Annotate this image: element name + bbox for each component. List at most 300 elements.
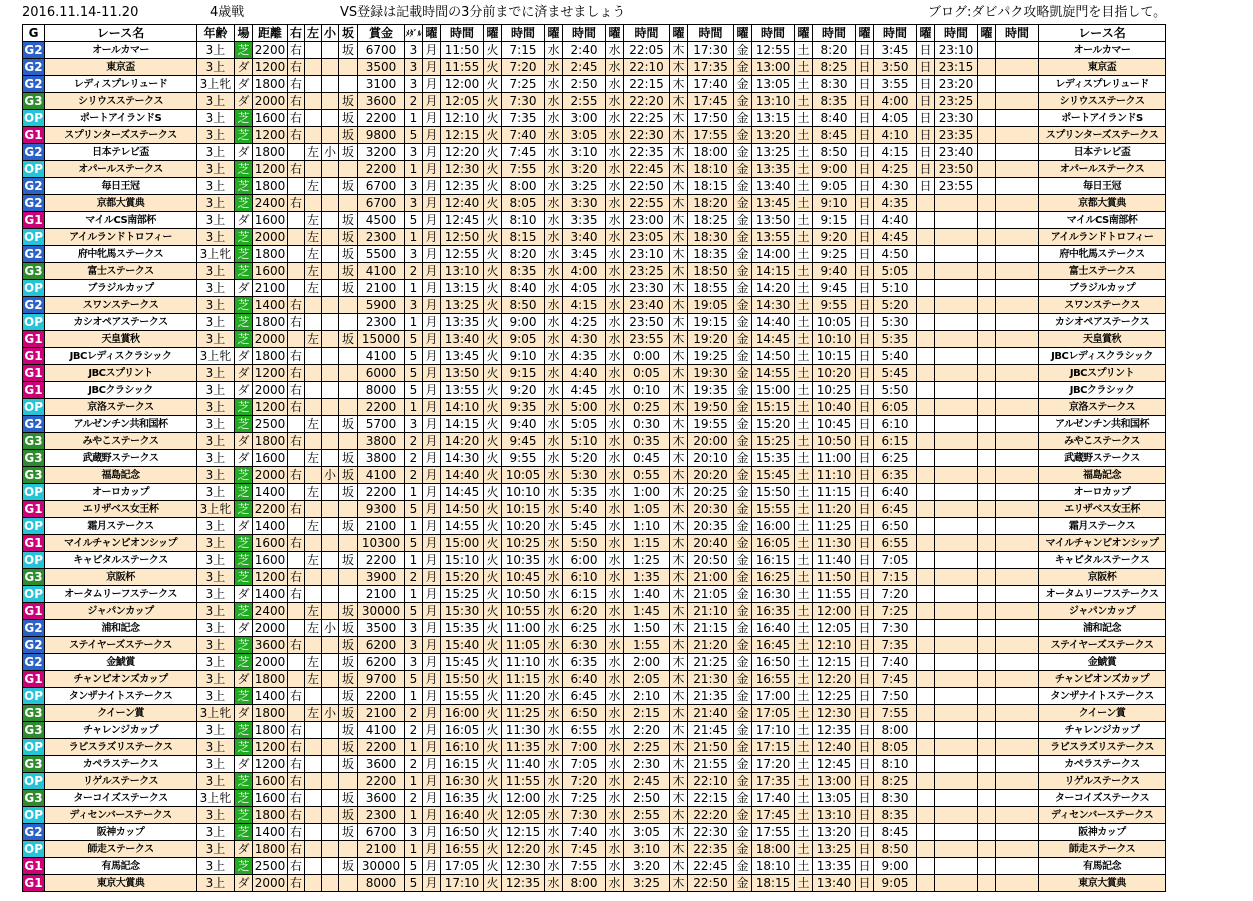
age-class: 3上 — [197, 263, 235, 280]
start-time — [935, 348, 978, 365]
race-name-right: ディセンバーステークス — [1039, 807, 1166, 824]
hill — [339, 773, 358, 790]
start-time: 8:10 — [874, 756, 917, 773]
start-time: 12:30 — [502, 858, 545, 875]
start-time — [935, 331, 978, 348]
weekday: 月 — [423, 42, 441, 59]
start-time — [996, 416, 1039, 433]
weekday: 木 — [670, 331, 688, 348]
start-time: 17:00 — [752, 688, 795, 705]
weekday: 火 — [484, 637, 502, 654]
start-time: 4:15 — [874, 144, 917, 161]
prize-money: 4100 — [358, 722, 405, 739]
weekday: 土 — [795, 790, 813, 807]
start-time: 7:45 — [563, 841, 606, 858]
start-time: 22:25 — [624, 110, 670, 127]
start-time: 8:00 — [502, 178, 545, 195]
start-time — [935, 841, 978, 858]
start-time: 5:05 — [563, 416, 606, 433]
start-time: 17:40 — [688, 76, 734, 93]
start-time — [996, 144, 1039, 161]
start-time: 12:05 — [502, 807, 545, 824]
start-time: 7:30 — [874, 620, 917, 637]
weekday: 金 — [734, 161, 752, 178]
start-time: 23:00 — [624, 212, 670, 229]
start-time: 10:40 — [813, 399, 856, 416]
start-time: 10:35 — [502, 552, 545, 569]
start-time: 22:20 — [688, 807, 734, 824]
start-time: 10:25 — [502, 535, 545, 552]
start-time: 17:20 — [752, 756, 795, 773]
medal-count: 5 — [405, 535, 423, 552]
hill — [339, 875, 358, 892]
weekday: 金 — [734, 93, 752, 110]
start-time: 0:30 — [624, 416, 670, 433]
age-class: 3上 — [197, 127, 235, 144]
left-turn: 左 — [305, 654, 322, 671]
weekday: 月 — [423, 246, 441, 263]
small-track — [322, 654, 339, 671]
start-time: 3:10 — [624, 841, 670, 858]
prize-money: 9700 — [358, 671, 405, 688]
distance: 2000 — [253, 93, 288, 110]
weekday: 土 — [795, 518, 813, 535]
grade-badge: G2 — [24, 76, 43, 91]
weekday: 水 — [545, 195, 563, 212]
start-time: 22:30 — [624, 127, 670, 144]
age-class: 3上 — [197, 382, 235, 399]
race-name: ポートアイランドS — [45, 110, 197, 127]
prize-money: 2300 — [358, 229, 405, 246]
race-name: みやこステークス — [45, 433, 197, 450]
weekday: 土 — [795, 416, 813, 433]
distance: 1800 — [253, 314, 288, 331]
weekday: 水 — [606, 739, 624, 756]
weekday: 土 — [795, 620, 813, 637]
weekday — [917, 297, 935, 314]
small-track: 小 — [322, 144, 339, 161]
right-turn: 右 — [288, 807, 305, 824]
weekday — [978, 518, 996, 535]
weekday: 日 — [856, 450, 874, 467]
weekday: 月 — [423, 212, 441, 229]
weekday: 土 — [795, 263, 813, 280]
weekday: 木 — [670, 535, 688, 552]
start-time — [996, 331, 1039, 348]
grade-badge: G3 — [24, 569, 43, 584]
prize-money: 2200 — [358, 552, 405, 569]
weekday: 月 — [423, 144, 441, 161]
start-time: 22:15 — [688, 790, 734, 807]
race-name: 京阪杯 — [45, 569, 197, 586]
medal-count: 1 — [405, 280, 423, 297]
medal-count: 5 — [405, 501, 423, 518]
column-header: 時間 — [752, 25, 795, 42]
medal-count: 3 — [405, 76, 423, 93]
start-time: 13:00 — [752, 59, 795, 76]
weekday: 月 — [423, 365, 441, 382]
start-time: 20:20 — [688, 467, 734, 484]
surface: 芝 — [235, 161, 253, 178]
weekday: 金 — [734, 552, 752, 569]
distance: 1200 — [253, 59, 288, 76]
start-time: 10:20 — [813, 365, 856, 382]
weekday: 木 — [670, 144, 688, 161]
weekday: 水 — [545, 467, 563, 484]
weekday: 水 — [545, 671, 563, 688]
weekday: 火 — [484, 875, 502, 892]
grade-badge: G3 — [24, 756, 43, 771]
start-time: 14:15 — [441, 416, 484, 433]
right-turn — [288, 450, 305, 467]
start-time: 7:40 — [502, 127, 545, 144]
weekday — [978, 807, 996, 824]
surface: 芝 — [235, 297, 253, 314]
start-time: 3:25 — [563, 178, 606, 195]
prize-money: 2200 — [358, 739, 405, 756]
start-time: 6:45 — [874, 501, 917, 518]
start-time: 7:30 — [563, 807, 606, 824]
start-time — [996, 739, 1039, 756]
race-name: 師走ステークス — [45, 841, 197, 858]
start-time: 14:30 — [752, 297, 795, 314]
weekday: 土 — [795, 42, 813, 59]
grade-badge: G3 — [24, 433, 43, 448]
weekday: 月 — [423, 518, 441, 535]
start-time: 9:45 — [502, 433, 545, 450]
start-time: 8:50 — [813, 144, 856, 161]
small-track — [322, 637, 339, 654]
weekday: 土 — [795, 807, 813, 824]
start-time: 12:25 — [813, 688, 856, 705]
small-track — [322, 382, 339, 399]
start-time: 8:25 — [813, 59, 856, 76]
race-name: マイルチャンピオンシップ — [45, 535, 197, 552]
surface: 芝 — [235, 824, 253, 841]
race-name-right: リゲルステークス — [1039, 773, 1166, 790]
start-time: 22:10 — [688, 773, 734, 790]
prize-money: 15000 — [358, 331, 405, 348]
column-header: 曜 — [917, 25, 935, 42]
grade-badge: G2 — [24, 654, 43, 669]
weekday: 土 — [795, 59, 813, 76]
race-name: 武蔵野ステークス — [45, 450, 197, 467]
weekday: 水 — [545, 756, 563, 773]
start-time: 21:45 — [688, 722, 734, 739]
hill — [339, 433, 358, 450]
start-time: 3:35 — [563, 212, 606, 229]
weekday: 水 — [545, 280, 563, 297]
hill: 坂 — [339, 637, 358, 654]
start-time: 11:50 — [441, 42, 484, 59]
start-time: 20:35 — [688, 518, 734, 535]
weekday: 土 — [795, 671, 813, 688]
small-track — [322, 212, 339, 229]
hill — [339, 399, 358, 416]
start-time: 8:10 — [502, 212, 545, 229]
start-time — [935, 722, 978, 739]
start-time: 17:35 — [688, 59, 734, 76]
start-time: 16:30 — [441, 773, 484, 790]
race-name-right: シリウスステークス — [1039, 93, 1166, 110]
race-name-right: 日本テレビ盃 — [1039, 144, 1166, 161]
start-time: 19:50 — [688, 399, 734, 416]
left-turn: 左 — [305, 331, 322, 348]
weekday: 金 — [734, 739, 752, 756]
start-time: 12:40 — [441, 195, 484, 212]
start-time: 8:45 — [813, 127, 856, 144]
small-track — [322, 501, 339, 518]
weekday — [978, 348, 996, 365]
surface: 芝 — [235, 263, 253, 280]
start-time: 10:50 — [502, 586, 545, 603]
start-time: 8:00 — [563, 875, 606, 892]
weekday: 金 — [734, 399, 752, 416]
start-time — [935, 450, 978, 467]
weekday: 土 — [795, 212, 813, 229]
weekday: 月 — [423, 314, 441, 331]
start-time: 21:30 — [688, 671, 734, 688]
medal-count: 3 — [405, 824, 423, 841]
hill: 坂 — [339, 484, 358, 501]
small-track — [322, 790, 339, 807]
small-track — [322, 569, 339, 586]
start-time — [996, 484, 1039, 501]
grade-badge: G2 — [24, 620, 43, 635]
weekday: 金 — [734, 773, 752, 790]
start-time: 5:50 — [874, 382, 917, 399]
grade-badge: G3 — [24, 705, 43, 720]
grade-badge: G3 — [24, 263, 43, 278]
small-track — [322, 76, 339, 93]
start-time: 1:40 — [624, 586, 670, 603]
column-header: レース名 — [45, 25, 197, 42]
weekday: 月 — [423, 773, 441, 790]
age-class: 3上 — [197, 773, 235, 790]
age-class: 3上 — [197, 603, 235, 620]
start-time: 6:35 — [563, 654, 606, 671]
age-class: 3上 — [197, 59, 235, 76]
prize-money: 6700 — [358, 195, 405, 212]
start-time: 15:55 — [752, 501, 795, 518]
start-time: 18:20 — [688, 195, 734, 212]
weekday: 木 — [670, 841, 688, 858]
small-track — [322, 433, 339, 450]
grade-badge: OP — [24, 280, 43, 295]
weekday: 火 — [484, 348, 502, 365]
start-time: 7:20 — [563, 773, 606, 790]
age-class: 3上 — [197, 280, 235, 297]
prize-money: 9300 — [358, 501, 405, 518]
weekday: 土 — [795, 688, 813, 705]
small-track — [322, 263, 339, 280]
start-time: 16:05 — [441, 722, 484, 739]
weekday: 水 — [545, 722, 563, 739]
medal-count: 2 — [405, 467, 423, 484]
prize-money: 2200 — [358, 688, 405, 705]
start-time: 11:55 — [502, 773, 545, 790]
start-time: 7:45 — [502, 144, 545, 161]
start-time: 9:20 — [502, 382, 545, 399]
weekday: 土 — [795, 467, 813, 484]
start-time: 12:45 — [813, 756, 856, 773]
surface: 芝 — [235, 552, 253, 569]
grade-badge: OP — [24, 739, 43, 754]
weekday: 火 — [484, 620, 502, 637]
surface: ダ — [235, 76, 253, 93]
start-time: 7:45 — [874, 671, 917, 688]
start-time: 18:00 — [752, 841, 795, 858]
weekday — [978, 331, 996, 348]
left-turn — [305, 739, 322, 756]
weekday: 土 — [795, 603, 813, 620]
column-header: 曜 — [734, 25, 752, 42]
start-time: 20:00 — [688, 433, 734, 450]
start-time: 12:55 — [441, 246, 484, 263]
start-time: 13:40 — [752, 178, 795, 195]
weekday: 木 — [670, 807, 688, 824]
weekday: 日 — [917, 144, 935, 161]
start-time: 23:15 — [935, 59, 978, 76]
distance: 2000 — [253, 620, 288, 637]
weekday: 水 — [545, 654, 563, 671]
weekday: 金 — [734, 688, 752, 705]
surface: 芝 — [235, 110, 253, 127]
distance: 1200 — [253, 399, 288, 416]
weekday: 水 — [545, 144, 563, 161]
weekday: 木 — [670, 518, 688, 535]
race-name-right: チャレンジカップ — [1039, 722, 1166, 739]
weekday — [978, 841, 996, 858]
hill: 坂 — [339, 246, 358, 263]
surface: ダ — [235, 348, 253, 365]
start-time — [935, 824, 978, 841]
age-class: 3上 — [197, 42, 235, 59]
surface: 芝 — [235, 314, 253, 331]
medal-count: 1 — [405, 552, 423, 569]
weekday: 水 — [545, 569, 563, 586]
weekday — [978, 229, 996, 246]
start-time — [935, 263, 978, 280]
weekday: 火 — [484, 807, 502, 824]
weekday: 水 — [545, 688, 563, 705]
weekday: 木 — [670, 450, 688, 467]
age-class: 3上 — [197, 518, 235, 535]
start-time: 10:10 — [502, 484, 545, 501]
grade-badge: G2 — [24, 637, 43, 652]
distance: 2400 — [253, 603, 288, 620]
start-time: 9:55 — [502, 450, 545, 467]
race-row — [23, 535, 1166, 552]
weekday: 月 — [423, 416, 441, 433]
start-time — [996, 161, 1039, 178]
distance: 1600 — [253, 212, 288, 229]
weekday: 水 — [606, 331, 624, 348]
weekday: 水 — [545, 790, 563, 807]
medal-count: 1 — [405, 773, 423, 790]
weekday: 金 — [734, 467, 752, 484]
weekday: 水 — [606, 195, 624, 212]
race-name-right: 有馬記念 — [1039, 858, 1166, 875]
prize-money: 2200 — [358, 773, 405, 790]
medal-count: 1 — [405, 314, 423, 331]
start-time: 3:30 — [563, 195, 606, 212]
start-time — [996, 178, 1039, 195]
start-time: 12:20 — [441, 144, 484, 161]
start-time: 7:55 — [874, 705, 917, 722]
surface: 芝 — [235, 739, 253, 756]
medal-count: 3 — [405, 42, 423, 59]
blog-link-text: ブログ:ダビパク攻略凱旋門を目指して。 — [928, 5, 1167, 20]
start-time: 12:05 — [441, 93, 484, 110]
weekday: 水 — [606, 603, 624, 620]
weekday: 水 — [545, 807, 563, 824]
weekday — [978, 484, 996, 501]
start-time: 2:05 — [624, 671, 670, 688]
start-time — [996, 195, 1039, 212]
column-header: 曜 — [545, 25, 563, 42]
age-class: 3上 — [197, 178, 235, 195]
left-turn — [305, 722, 322, 739]
start-time: 6:50 — [874, 518, 917, 535]
start-time: 15:00 — [441, 535, 484, 552]
distance: 1800 — [253, 807, 288, 824]
left-turn — [305, 858, 322, 875]
right-turn: 右 — [288, 773, 305, 790]
start-time — [935, 603, 978, 620]
medal-count: 1 — [405, 161, 423, 178]
weekday: 土 — [795, 824, 813, 841]
weekday: 木 — [670, 59, 688, 76]
hill — [339, 586, 358, 603]
start-time: 3:25 — [624, 875, 670, 892]
weekday — [978, 365, 996, 382]
race-name-right: 霜月ステークス — [1039, 518, 1166, 535]
prize-money: 2200 — [358, 399, 405, 416]
weekday: 木 — [670, 467, 688, 484]
grade-badge: OP — [24, 110, 43, 125]
weekday: 金 — [734, 42, 752, 59]
surface: 芝 — [235, 331, 253, 348]
column-header: 右 — [288, 25, 305, 42]
start-time: 11:05 — [502, 637, 545, 654]
age-class: 3上 — [197, 484, 235, 501]
prize-money: 2200 — [358, 161, 405, 178]
start-time: 23:50 — [624, 314, 670, 331]
start-time — [996, 518, 1039, 535]
start-time: 12:10 — [441, 110, 484, 127]
start-time: 11:25 — [502, 705, 545, 722]
weekday: 日 — [856, 212, 874, 229]
prize-money: 2100 — [358, 586, 405, 603]
start-time: 20:25 — [688, 484, 734, 501]
hill — [339, 569, 358, 586]
distance: 1800 — [253, 841, 288, 858]
start-time: 8:35 — [502, 263, 545, 280]
medal-count: 3 — [405, 637, 423, 654]
start-time: 12:20 — [502, 841, 545, 858]
small-track — [322, 127, 339, 144]
weekday — [978, 722, 996, 739]
start-time: 17:05 — [441, 858, 484, 875]
column-header: 曜 — [978, 25, 996, 42]
column-header: 曜 — [484, 25, 502, 42]
start-time: 23:10 — [935, 42, 978, 59]
start-time: 13:10 — [813, 807, 856, 824]
weekday: 月 — [423, 705, 441, 722]
weekday — [917, 637, 935, 654]
weekday: 火 — [484, 603, 502, 620]
